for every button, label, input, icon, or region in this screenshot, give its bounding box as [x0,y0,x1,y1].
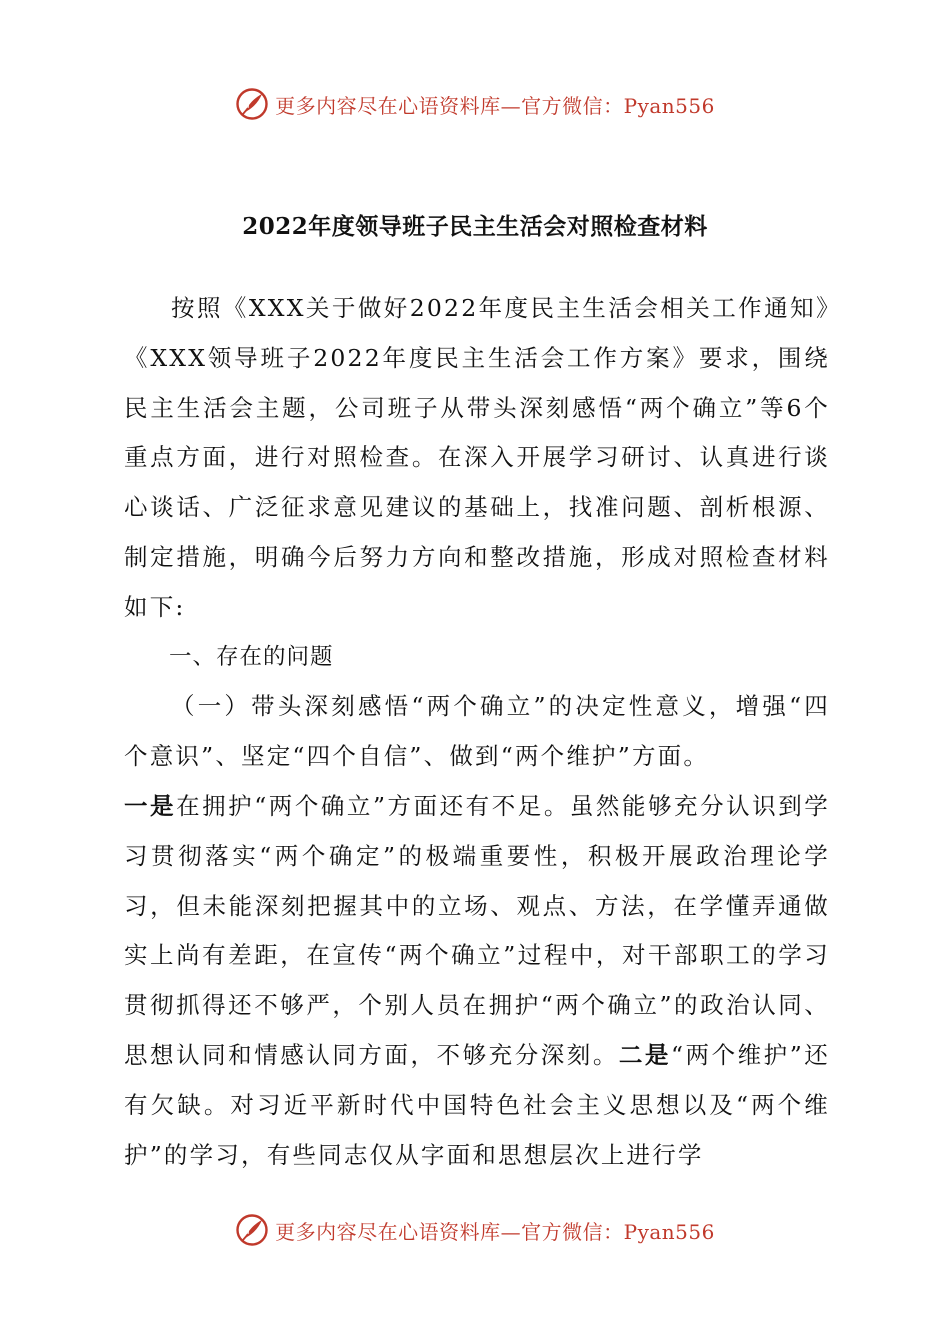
point-label-2: 二是 [618,1040,671,1069]
watermark-banner-bottom [0,1210,950,1250]
point-text-1: 在拥护“两个确立”方面还有不足。虽然能够充分认识到学习贯彻落实“两个确定”的极端重要性，积极开展政治理论学习，但未能深刻把握其中的立场、观点、方法，在学懂弄通做实上尚有差距，在宣传“两个确立”过程中，对干部职工的学习贯彻抓得还不够严，个别人员在拥护“两个确立”的政治认同、思想认同和情感认同方面，不够充分深刻。 [124,791,830,1069]
document-body [124,284,830,1180]
quill-circle-icon [235,1213,269,1247]
watermark-text: 更多内容尽在心语资料库—官方微信：Pyan556 [275,93,715,118]
document-title: 2022年度领导班子民主生活会对照检查材料 [242,213,708,240]
subsection-heading: （一）带头深刻感悟“两个确立”的决定性意义，增强“四个意识”、坚定“四个自信”、做到“两个维护”方面。 [124,692,830,771]
point-text-2: “两个维护”还有欠缺。对习近平新时代中国特色社会主义思想以及“两个维护”的学习，有些同志仅从字面和思想层次上进行学 [124,1040,830,1169]
watermark-banner-top [0,84,950,124]
watermark-text: 更多内容尽在心语资料库—官方微信：Pyan556 [275,1219,715,1244]
point-label-1: 一是 [124,791,177,820]
problem-paragraph [124,782,830,1180]
section-heading: 一、存在的问题 [169,643,334,670]
quill-circle-icon [235,87,269,121]
intro-paragraph: 按照《XXX关于做好2022年度民主生活会相关工作通知》《XXX领导班子2022年度民主生活会工作方案》要求，围绕民主生活会主题，公司班子从带头深刻感悟“两个确立”等6个重点方面，进行对照检查。在深入开展学习研讨、认真进行谈心谈话、广泛征求意见建议的基础上，找准问题、剖析根源、制定措施，明确今后努力方向和整改措施，形成对照检查材料如下: [124,294,830,621]
